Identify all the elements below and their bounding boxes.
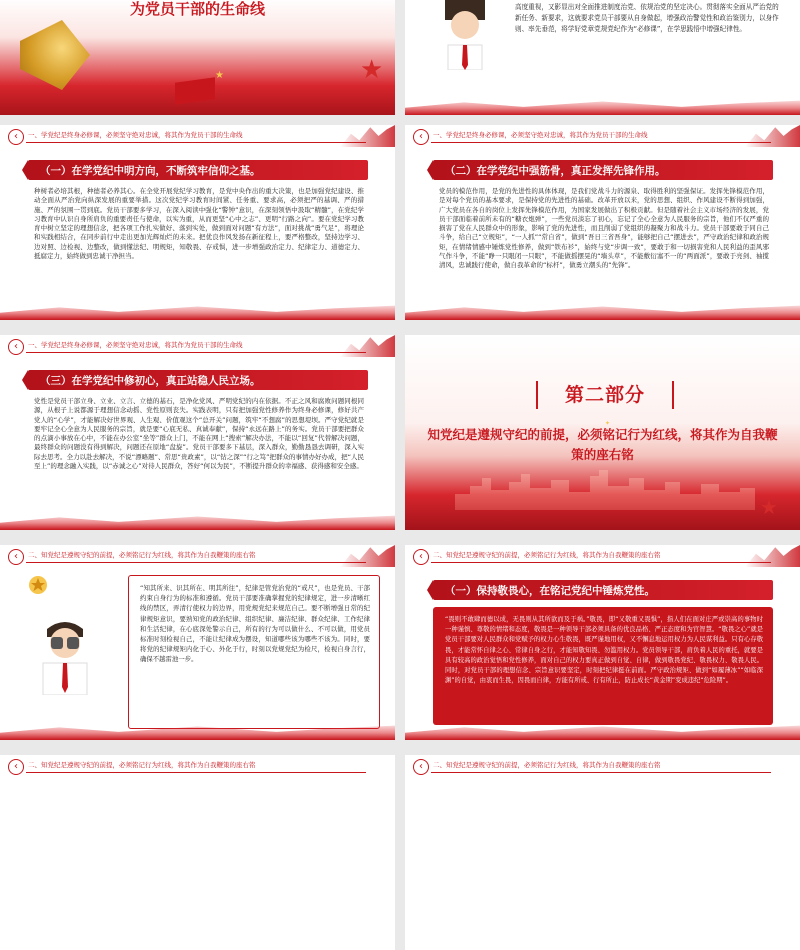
intro-text: 高度重视，又影显出对全面推进制度治党、依规治党的坚定决心。贯彻落实全面从严治党的新任务、新要求，这就要求党员干部要从自身做起，增强政治警觉性和政治鉴别力，以身作则、率先垂范，将学好党章党规党纪作为“必修课”，在学思践悟中增强纪律性。 [515, 3, 779, 33]
hero-title: 为党员干部的生命线 [130, 0, 266, 18]
body-text: “畏则不敢肆而德以成，无畏则从其所欲而及于祸。”敬畏，即“又敬重又畏惧”，指人们在面对庄严或崇高的事物时一种谨慎、尊敬的情绪和态度，敬畏是一种领导干部必须具备的优良品格、严正态度和为官智慧。“敬畏之心”就是党员干部要对人民群众和党赋予的权力心生敬畏，既严谨地用权，又不懈息地运用权力为人民谋利益。只有心存敬畏，才能常怀自律之心、常律自身之行，才能知敬知畏、勿滥用权力。党员领导干部，肩负着人民的重托，就要是具有较高的政治觉悟和党性修养，面对自己的权力要真正做到自觉、自律，做到敬畏党纪、敬畏权力、敬畏人民。同时，对党员干部的理想信念、宗旨意识要坚定，时刻把纪律挺在前面。严守政治规矩、做到“如履薄冰”“如临深渊”的自觉，由衷而生畏，因畏而自律，方能有所戒、行有所止，防止成长“黄金期”变成违纪“危险期”。 [445, 616, 763, 685]
cartoon-binoculars-person-icon [25, 615, 105, 695]
chevron-left-icon[interactable]: ‹ [413, 129, 429, 145]
section-heading [28, 370, 368, 390]
divider [26, 142, 366, 143]
star-icon: ★ [215, 70, 224, 81]
chevron-left-icon[interactable]: ‹ [8, 549, 24, 565]
great-wall-decoration [340, 125, 395, 147]
chevron-left-icon[interactable]: ‹ [413, 549, 429, 565]
heading-arrow-icon [427, 580, 433, 600]
star-icon: ★ [360, 55, 384, 85]
divider [26, 562, 366, 563]
body-box [433, 607, 773, 725]
body-text: 党性是党员干部立身、立业、立言、立德的基石，是净化党风、严明党纪的内在依据。不正之风和腐败问题同根同源，从根子上说都源于理想信念动摇、党性原则丧失。实践表明，只有把加强党性修养作为终身必修课，修好共产党人的“心学”，才能解决好世界观、人生观、价值观这个“总开关”问题，筑牢“不想腐”的思想堤坝。严守党纪就是要牢记全心全意为人民服务的宗旨，就是要“心底无私、真诚奉献”，保持“永远在路上”的务实。党员干部要把群众的点滴小事放在心中，不能在办公室“坐等”群众上门，不能在网上“搜索”解决办法，不能以“回复”代替解决问题，最终群众的问题没有得到解决，问题还在原地“盘旋”。党员干部要多下基层，深入群众，勤勤恳恳去调研，深入实际去思考。全力以赴去解决，不说“漂略题”、常思“贵政素”，以“钻之深”“行之笃”把群众的事情办好办成，把“人民至上”的理念融入实践，以“赤诚之心”对待人民群众，答好“何以为民”，不断提升群众的幸福感、获得感和安全感。 [34, 397, 364, 471]
breadcrumb-text: 一、学党纪是终身必修课，必须坚守绝对忠诚，将其作为党员干部的生命线 [433, 131, 648, 139]
breadcrumb-text: 二、知党纪是遵规守纪的前提，必须铭记行为红线，将其作为自我鞭策的座右铭 [433, 551, 661, 559]
heading-text: （三）在学党纪中修初心，真正站稳人民立场。 [40, 375, 261, 387]
quote-text: “知其所来、识其所在、明其所往”，纪律是管党治党的“戒尺”，也是党员、干部约束自身行为的标准和遵循。党员干部要准确掌握党的纪律规定，进一步清晰红线的禁区，弄清行使权力的边界，用党规党纪来规范自己。要不断增强日常的纪律规矩意识，要熟知党的政治纪律、组织纪律、廉洁纪律、群众纪律、工作纪律和生活纪律，在心底深处警示自己，所有的行为可以做什么、不可以做，用党员标准时刻检视自己，不能让纪律成为摆设，知道哪些该为哪些不该为。同时，要将党的纪律规矩内化于心、外化于行，时刻以党规党纪为检尺，检视自身言行，确保不越雷池一步。 [140, 584, 370, 664]
slide-section-1-1 [0, 125, 395, 320]
breadcrumb [0, 335, 395, 357]
slide-hero-top [0, 0, 395, 115]
breadcrumb [0, 545, 395, 567]
great-wall-decoration [745, 545, 800, 567]
great-wall-decoration [340, 335, 395, 357]
slide-section-2-intro [0, 545, 395, 740]
part-subtitle: 知党纪是遵规守纪的前提，必须铭记行为红线，将其作为自我鞭策的座右铭 [427, 427, 778, 462]
slide-partial-bottom [405, 755, 800, 950]
slide-section-1-2 [405, 125, 800, 320]
breadcrumb-text: 二、知党纪是遵规守纪的前提，必须铭记行为红线，将其作为自我鞭策的座右铭 [28, 761, 256, 769]
red-wave-decoration [0, 512, 395, 530]
heading-arrow-icon [22, 160, 28, 180]
great-wall-decoration [745, 125, 800, 147]
heading-text: （一）保持敬畏心，在铭记党纪中锤炼党性。 [445, 585, 655, 597]
heading-text: （二）在学党纪中强筋骨，真正发挥先锋作用。 [445, 165, 666, 177]
heading-arrow-icon [427, 160, 433, 180]
slide-partial-bottom [0, 755, 395, 950]
part-label-box [536, 381, 674, 409]
divider [431, 772, 771, 773]
breadcrumb [0, 125, 395, 147]
slide-section-1-3 [0, 335, 395, 530]
star-icon: ★ [760, 495, 778, 519]
star-icon: ✦ [605, 420, 611, 427]
chevron-left-icon[interactable]: ‹ [413, 759, 429, 775]
body-text: 党员的模范作用，是党的先进性的具体体现，是我们党战斗力的源泉、取得胜利的坚强保证。发挥先锋模范作用，是对每个党员的基本要求，是保持党的先进性的基础。改革开放以来，党的思想、组织、作风建设不断得到加强，广大党员在各自的岗位上发挥先锋模范作用，为国家发展做出了积极贡献。但是随着社会主义市场经济的发展，党员干部面临着前所未有的“糖衣炮弹”，一些党员淡忘了初心，忘记了全心全意为人民服务的宗旨，他们不仅严重的损害了党在人民群众中的形象，影响了党的先进性，而且削弱了党组织的凝聚力和战斗力。党员干部要敢于同自己斗争，给自己“立规矩”，“一人抓”“常自省”，做到“吾日三省吾身”，能够把自己“摆进去”，严守政治纪律和政治规矩，在情绪情感中锤炼党性修养，做到“铁布衫”，始终与党“步调一致”，要敢于和一切损害党和人民利益的歪风邪气作斗争，不能“睁一只眼闭一只眼”，不能做摇摆晃的“墙头草”，不能敷衍塞不一的“两面派”，要敢于亮剑、袖揽清风，忠诚践行使命，做自我革命的“标杆”，做勇立潮头的“先锋”。 [439, 187, 769, 270]
heading-arrow-icon [22, 370, 28, 390]
slide-section-2-1 [405, 545, 800, 740]
red-wave-decoration [0, 302, 395, 320]
section-heading [28, 160, 368, 180]
breadcrumb-text: 一、学党纪是终身必修课，必须坚守绝对忠诚，将其作为党员干部的生命线 [28, 341, 243, 349]
section-heading [433, 580, 773, 600]
great-wall-decoration [340, 545, 395, 567]
body-text: 种树者必培其根，种德者必养其心。在全党开展党纪学习教育，是党中央作出的重大决策，也是加强党纪建设、推动全面从严治党向纵深发展的重要举措。这次党纪学习教育时间紧、任务重、要求高，必须把严的基调、严的措施、严的氛围一贯到底。党员干部要多学习，在深入阅读中强化“警钟”意识，在深刻领悟中汲取“精髓”，在党纪学习教育中认识自身所肩负的重要责任与使命，以实为重，从而更坚“心中之志”、更明“行路之向”。要在党纪学习教育中树立坚定的理想信念，把各项工作扎实做好、落到实处，做到面对问题“有方法”，面对挑战“勇气足”，将理论和实践相结合，在同步前行中走出更加光辉灿烂的未来。把优良作风发扬在新征程上，要严格整改，坚持边学习、边对照、边检视、边整改，做到懂法纪、明规矩，知敬畏、存戒惧，进一步增强政治定力、纪律定力、道德定力、抵腐定力，始终做到忠诚干净担当。 [34, 187, 364, 261]
breadcrumb-text: 二、知党纪是遵规守纪的前提，必须铭记行为红线，将其作为自我鞭策的座右铭 [28, 551, 256, 559]
breadcrumb-text: 二、知党纪是遵规守纪的前提，必须铭记行为红线，将其作为自我鞭策的座右铭 [433, 761, 661, 769]
cartoon-person-icon [430, 0, 500, 70]
part-label: 第二部分 [564, 384, 645, 406]
slide-part-two-title [405, 335, 800, 530]
divider [26, 352, 366, 353]
chevron-left-icon[interactable]: ‹ [8, 339, 24, 355]
breadcrumb [405, 545, 800, 567]
red-wave-decoration [405, 97, 800, 115]
heading-text: （一）在学党纪中明方向，不断筑牢信仰之基。 [40, 165, 261, 177]
divider [26, 772, 366, 773]
slide-intro-cartoon [405, 0, 800, 115]
section-heading [433, 160, 773, 180]
chevron-left-icon[interactable]: ‹ [8, 759, 24, 775]
breadcrumb [405, 755, 800, 777]
red-wave-decoration [405, 302, 800, 320]
breadcrumb [0, 755, 395, 777]
chevron-left-icon[interactable]: ‹ [8, 129, 24, 145]
breadcrumb [405, 125, 800, 147]
divider [431, 562, 771, 563]
breadcrumb-text: 一、学党纪是终身必修课，必须坚守绝对忠诚，将其作为党员干部的生命线 [28, 131, 243, 139]
star-medal-icon [28, 575, 48, 595]
divider [431, 142, 771, 143]
